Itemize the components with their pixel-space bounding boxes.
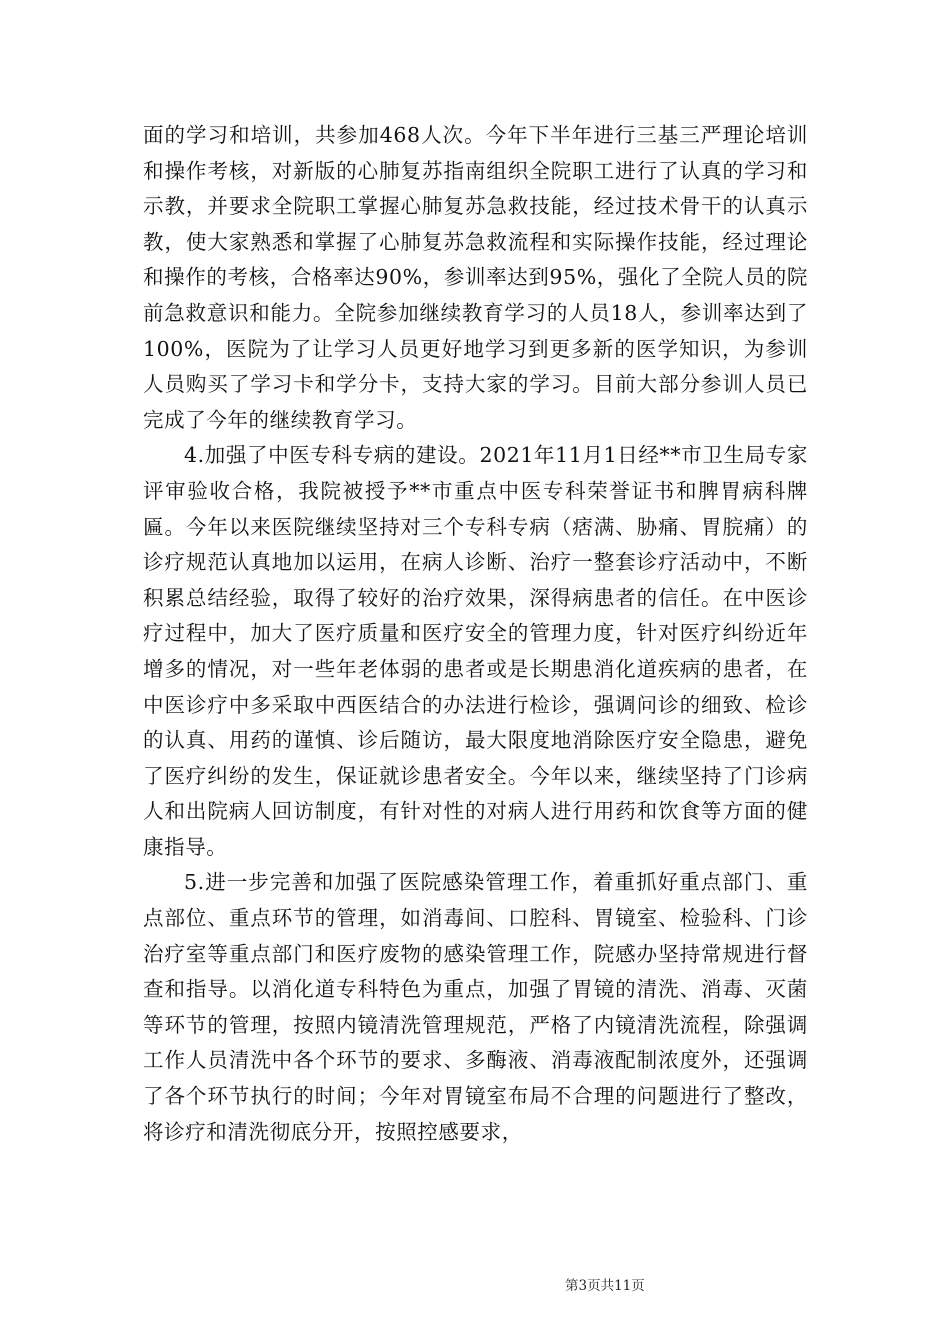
document-body (143, 118, 808, 1150)
paragraph-infection-control: 5.进一步完善和加强了医院感染管理工作，着重抓好重点部门、重点部位、重点环节的管理，如消毒间、口腔科、胃镜室、检验科、门诊治疗室等重点部门和医疗废物的感染管理工作，院感办坚持常规进行督查和指导。以消化道专科特色为重点，加强了胃镜的清洗、消毒、灭菌等环节的管理，按照内镜清洗管理规范，严格了内镜清洗流程，除强调工作人员清洗中各个环节的要求、多酶液、消毒液配制浓度外，还强调了各个环节执行的时间；今年对胃镜室布局不合理的问题进行了整改，将诊疗和清洗彻底分开，按照控感要求， (143, 870, 808, 1144)
paragraph-tcm-specialty: 4.加强了中医专科专病的建设。2021年11月1日经**市卫生局专家评审验收合格，我院被授予**市重点中医专科荣誉证书和脾胃病科牌匾。今年以来医院继续坚持对三个专科专病（痞满、胁痛、胃脘痛）的诊疗规范认真地加以运用，在病人诊断、治疗一整套诊疗活动中，不断积累总结经验，取得了较好的治疗效果，深得病患者的信任。在中医诊疗过程中，加大了医疗质量和医疗安全的管理力度，针对医疗纠纷近年增多的情况，对一些年老体弱的患者或是长期患消化道疾病的患者，在中医诊疗中多采取中西医结合的办法进行检诊，强调问诊的细致、检诊的认真、用药的谨慎、诊后随访，最大限度地消除医疗安全隐患，避免了医疗纠纷的发生，保证就诊患者安全。今年以来，继续坚持了门诊病人和出院病人回访制度，有针对性的对病人进行用药和饮食等方面的健康指导。 (143, 443, 808, 859)
paragraph-training: 面的学习和培训，共参加468人次。今年下半年进行三基三严理论培训和操作考核，对新版的心肺复苏指南组织全院职工进行了认真的学习和示教，并要求全院职工掌握心肺复苏急救技能，经过技术骨干的认真示教，使大家熟悉和掌握了心肺复苏急救流程和实际操作技能，经过理论和操作的考核，合格率达90%，参训率达到95%，强化了全院人员的院前急救意识和能力。全院参加继续教育学习的人员18人，参训率达到了100%，医院为了让学习人员更好地学习到更多新的医学知识，为参训人员购买了学习卡和学分卡，支持大家的学习。目前大部分参训人员已完成了今年的继续教育学习。 (143, 123, 808, 432)
page-number-footer: 第3页共11页 (565, 1278, 645, 1294)
